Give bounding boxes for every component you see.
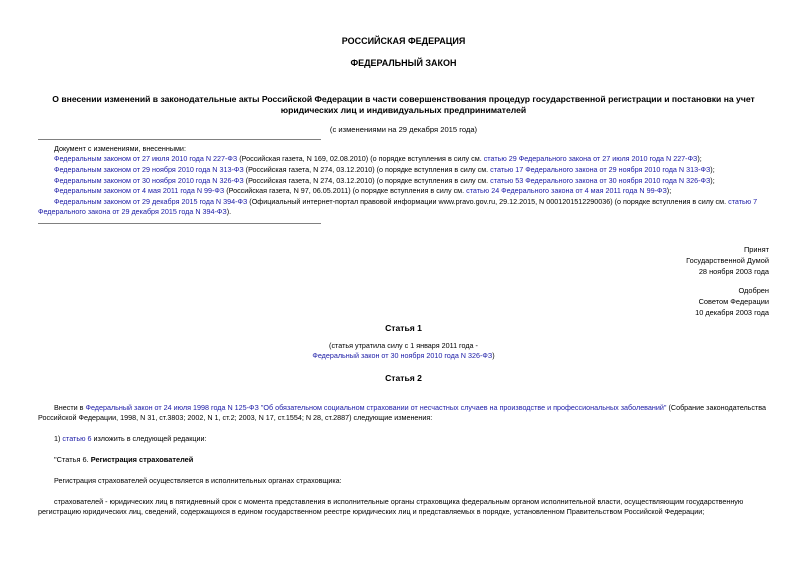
article1-note-link-line (0, 352, 807, 361)
article2-paragraph5-line2: регистрацию юридических лиц, сведений, содержащихся в едином государственном реестре юридических лиц и представляемых в порядке, установленном Правительством Российской Федерации; (38, 507, 705, 516)
adoption-council (695, 285, 769, 318)
change-end: ); (697, 154, 702, 163)
council-date: 10 декабря 2003 года (695, 308, 769, 317)
country-heading: РОССИЙСКАЯ ФЕДЕРАЦИЯ (341, 36, 466, 46)
adoption-duma (686, 244, 769, 277)
change-item-last (54, 198, 757, 207)
article6-link[interactable]: статью 6 (62, 434, 92, 443)
change-text: (Российская газета, N 169, 02.08.2010) (о порядке вступления в силу см. (237, 154, 484, 163)
change-text: (Российская газета, N 274, 03.12.2010) (о порядке вступления в силу см. (243, 165, 491, 174)
doc-type-heading: ФЕДЕРАЛЬНЫЙ ЗАКОН (350, 58, 457, 68)
change-item (54, 166, 715, 175)
effective-date-link[interactable]: статью 17 Федерального закона от 29 ноября 2010 года N 313-ФЗ (490, 165, 711, 174)
document-title-line2: юридических лиц и индивидуальных предпринимателей (280, 105, 527, 115)
effective-date-link[interactable]: статью 7 (728, 197, 758, 206)
p2-start: 1) (54, 434, 63, 443)
document-title-line1: О внесении изменений в законодательные акты Российской Федерации в части совершенствования процедур государственной регистрации и постановки на учет (52, 94, 755, 104)
amendment-link[interactable]: Федеральным законом от 29 декабря 2015 года N 394-ФЗ (54, 197, 248, 206)
article2-paragraph4: Регистрация страхователей осуществляется в исполнительных органах страховщика: (54, 476, 342, 485)
article2-paragraph1 (54, 404, 766, 413)
amendment-link[interactable]: Федеральным законом от 30 ноября 2010 года N 326-ФЗ (54, 176, 244, 185)
effective-date-link[interactable]: статью 29 Федерального закона от 27 июля 2010 года N 227-ФЗ (483, 154, 698, 163)
change-item (54, 155, 702, 164)
article1-heading: Статья 1 (385, 323, 422, 333)
changes-intro: Документ с изменениями, внесенными: (54, 144, 186, 153)
p1-end: (Собрание законодательства (666, 403, 767, 412)
change-end: ). (226, 207, 232, 216)
article1-note-end: ) (492, 351, 495, 360)
top-divider (38, 139, 321, 140)
change-end: ); (710, 165, 715, 174)
law-125-link[interactable]: Федеральный закон от 24 июля 1998 года N 125-ФЗ "Об обязательном социальном страховании от несчастных случаев на производстве и профессиональных заболеваний" (85, 403, 667, 412)
council-label: Советом Федерации (698, 297, 769, 306)
article2-heading: Статья 2 (385, 373, 422, 383)
effective-date-link[interactable]: статью 24 Федерального закона от 4 мая 2011 года N 99-ФЗ (466, 186, 667, 195)
article6-title: Регистрация страхователей (90, 455, 194, 464)
change-end: ); (710, 176, 715, 185)
bottom-divider (38, 223, 321, 224)
change-item (54, 177, 715, 186)
duma-date: 28 ноября 2003 года (698, 267, 769, 276)
article1-note: (статья утратила силу с 1 января 2011 года - (329, 341, 478, 350)
change-text: (Российская газета, N 97, 06.05.2011) (о порядке вступления в силу см. (224, 186, 467, 195)
effective-date-link-cont[interactable]: Федерального закона от 29 декабря 2015 года N 394-ФЗ (38, 207, 227, 216)
amendment-link[interactable]: Федеральным законом от 4 мая 2011 года N 99-ФЗ (54, 186, 225, 195)
article2-paragraph1-cont: Российской Федерации, 1998, N 31, ст.3803; 2002, N 1, ст.2; 2003, N 17, ст.1554; N 28, ст.2887) следующие изменения: (38, 413, 433, 422)
change-item (54, 187, 671, 196)
duma-label: Государственной Думой (686, 256, 769, 265)
document-subtitle: (с изменениями на 29 декабря 2015 года) (329, 125, 478, 134)
change-item-last-cont (38, 208, 231, 217)
article2-paragraph2 (54, 435, 207, 444)
change-end: ); (666, 186, 672, 195)
accepted-label: Принят (743, 245, 769, 254)
article6-prefix: "Статья 6. (54, 455, 91, 464)
article6-heading (54, 456, 193, 465)
change-text: (Российская газета, N 274, 03.12.2010) (о порядке вступления в силу см. (243, 176, 491, 185)
p2-end: изложить в следующей редакции: (91, 434, 207, 443)
repeal-law-link[interactable]: Федеральный закон от 30 ноября 2010 года N 326-ФЗ (312, 351, 493, 360)
p1-start: Внести в (54, 403, 86, 412)
approved-label: Одобрен (738, 286, 769, 295)
amendment-link[interactable]: Федеральным законом от 27 июля 2010 года N 227-ФЗ (54, 154, 238, 163)
article2-paragraph5-line1: страхователей - юридических лиц в пятидневный срок с момента представления в исполнительные органы страховщика федеральным органом исполнительной власти, осуществляющим государственную (54, 497, 744, 506)
effective-date-link[interactable]: статью 53 Федерального закона от 30 ноября 2010 года N 326-ФЗ (490, 176, 711, 185)
amendment-link[interactable]: Федеральным законом от 29 ноября 2010 года N 313-ФЗ (54, 165, 244, 174)
change-text: (Официальный интернет-портал правовой информации www.pravo.gov.ru, 29.12.2015, N 0001201512290036) (о порядке вступления в силу см. (247, 197, 729, 206)
